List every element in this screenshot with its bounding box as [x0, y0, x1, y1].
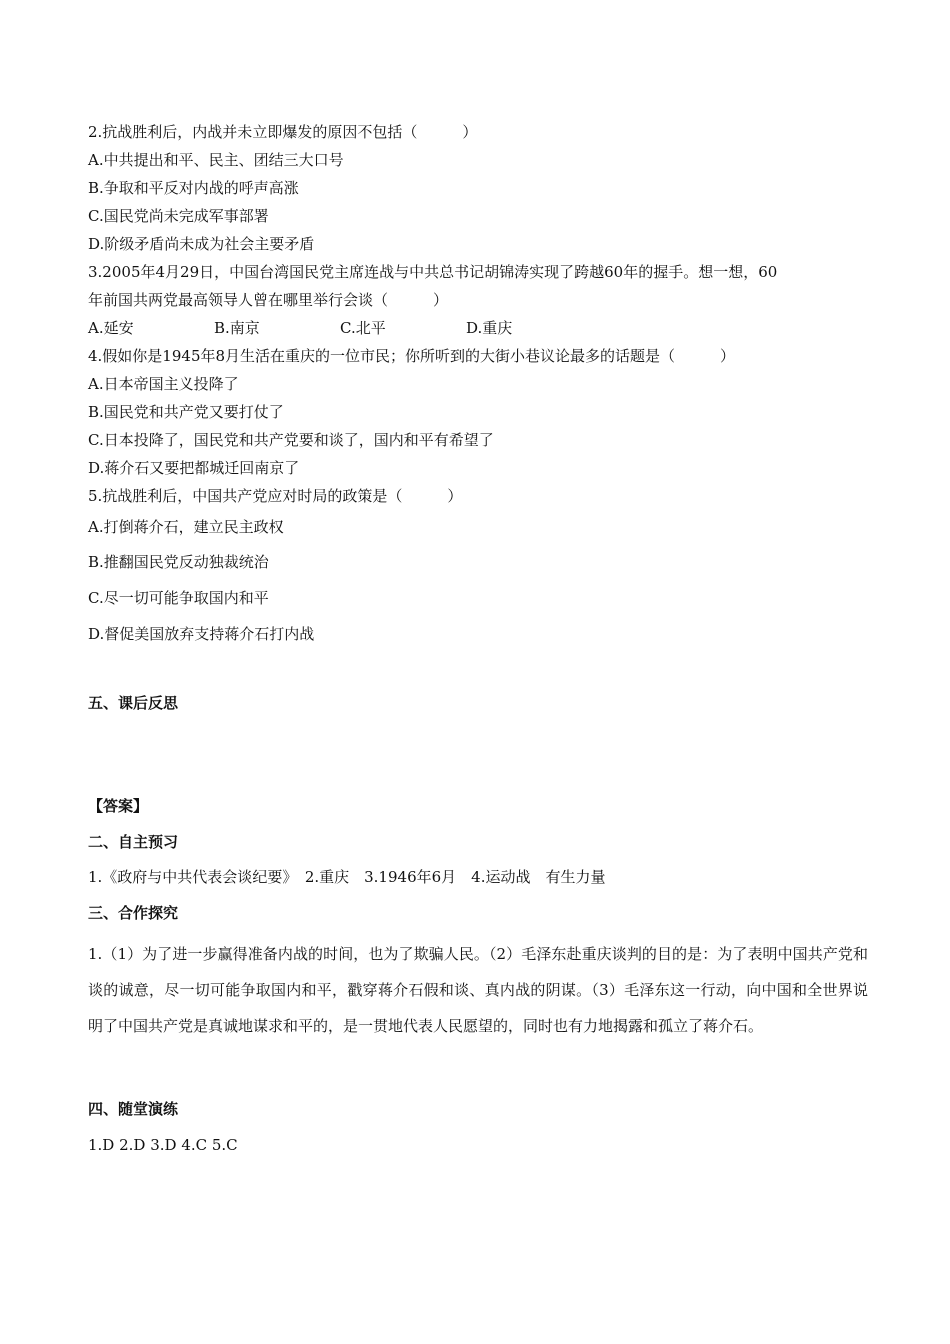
- question-4-option-d: D.蒋介石又要把都城迁回南京了: [88, 459, 300, 477]
- question-2-option-c: C.国民党尚未完成军事部署: [88, 207, 269, 225]
- question-2-option-b: B.争取和平反对内战的呼声高涨: [88, 179, 299, 197]
- question-2-option-a: A.中共提出和平、民主、团结三大口号: [88, 151, 344, 169]
- question-3-stem-line-1: 3.2005年4月29日，中国台湾国民党主席连战与中共总书记胡锦涛实现了跨越60年的握手。想一想，60: [88, 263, 778, 281]
- question-3-option-c: C.北平: [340, 319, 386, 337]
- answers-section-2-text: 1.《政府与中共代表会谈纪要》 2.重庆 3.1946年6月 4.运动战 有生力量: [88, 868, 606, 886]
- question-5-option-b: B.推翻国民党反动独裁统治: [88, 553, 269, 571]
- question-3-stem-line-2: 年前国共两党最高领导人曾在哪里举行会谈（ ）: [88, 291, 449, 309]
- answers-section-3-text: 1.（1）为了进一步赢得准备内战的时间，也为了欺骗人民。（2）毛泽东赴重庆谈判的目的是：为了表明中国共产党和谈的诚意，尽一切可能争取国内和平，戳穿蒋介石假和谈、真内战的阴谋。（3）毛泽东这一行动，向中国和全世界说明了中国共产党是真诚地谋求和平的，是一贯地代表人民愿望的，同时也有力地揭露和孤立了蒋介石。: [88, 945, 868, 1035]
- question-5-stem: 5.抗战胜利后，中国共产党应对时局的政策是（ ）: [88, 487, 463, 505]
- question-3-option-d: D.重庆: [466, 319, 513, 337]
- answers-section-2-heading: 二、自主预习: [88, 833, 179, 851]
- section-5-heading: 五、课后反思: [88, 694, 179, 712]
- answers-section-3-heading: 三、合作探究: [88, 904, 179, 922]
- question-4-option-a: A.日本帝国主义投降了: [88, 375, 239, 393]
- question-2-stem: 2.抗战胜利后，内战并未立即爆发的原因不包括（ ）: [88, 123, 478, 141]
- question-2-option-d: D.阶级矛盾尚未成为社会主要矛盾: [88, 235, 315, 253]
- question-5-option-a: A.打倒蒋介石，建立民主政权: [88, 518, 284, 536]
- answers-section-4-heading: 四、随堂演练: [88, 1100, 179, 1118]
- question-3-option-a: A.延安: [88, 319, 134, 337]
- question-3-option-b: B.南京: [214, 319, 260, 337]
- question-4-stem: 4.假如你是1945年8月生活在重庆的一位市民；你所听到的大街小巷议论最多的话题是（ ）: [88, 347, 736, 365]
- question-4-option-c: C.日本投降了，国民党和共产党要和谈了，国内和平有希望了: [88, 431, 494, 449]
- answers-section-4-text: 1.D 2.D 3.D 4.C 5.C: [88, 1136, 238, 1154]
- question-5-option-c: C.尽一切可能争取国内和平: [88, 589, 269, 607]
- answers-heading: 【答案】: [88, 797, 149, 815]
- question-4-option-b: B.国民党和共产党又要打仗了: [88, 403, 284, 421]
- question-5-option-d: D.督促美国放弃支持蒋介石打内战: [88, 625, 315, 643]
- question-3-options: [88, 318, 592, 338]
